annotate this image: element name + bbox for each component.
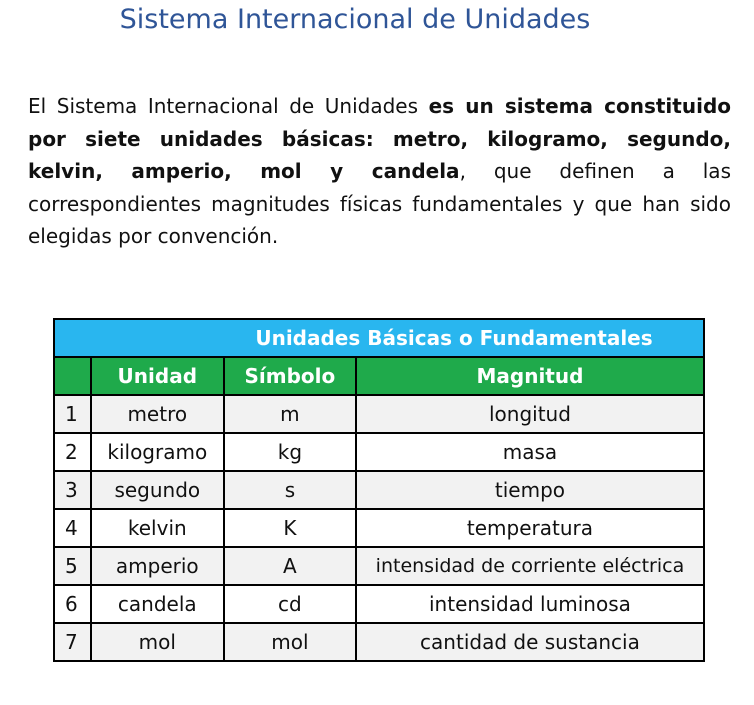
header-magnitude: Magnitud (356, 357, 704, 395)
row-number: 1 (54, 395, 91, 433)
row-symbol: A (224, 547, 356, 585)
row-unit: segundo (91, 471, 224, 509)
page-title: Sistema Internacional de Unidades (119, 4, 591, 35)
row-magnitude: intensidad de corriente eléctrica (356, 547, 704, 585)
table-caption-row (54, 319, 704, 357)
units-table (53, 318, 705, 662)
intro-text-start: El Sistema Internacional de Unidades (28, 94, 429, 118)
row-symbol: K (224, 509, 356, 547)
table-row (54, 623, 704, 661)
row-symbol: mol (224, 623, 356, 661)
table-row (54, 395, 704, 433)
row-number: 2 (54, 433, 91, 471)
table-caption: Unidades Básicas o Fundamentales (54, 319, 704, 357)
row-unit: mol (91, 623, 224, 661)
row-magnitude: tiempo (356, 471, 704, 509)
table-header-row (54, 357, 704, 395)
row-symbol: kg (224, 433, 356, 471)
row-number: 4 (54, 509, 91, 547)
row-number: 6 (54, 585, 91, 623)
row-magnitude: intensidad luminosa (356, 585, 704, 623)
header-number (54, 357, 91, 395)
intro-text-end: , que definen a las correspondientes magnitudes físicas fundamentales y que han sido elegidas por convención. (28, 159, 731, 248)
header-unit: Unidad (91, 357, 224, 395)
row-symbol: cd (224, 585, 356, 623)
row-number: 7 (54, 623, 91, 661)
row-unit: metro (91, 395, 224, 433)
intro-paragraph (28, 90, 731, 253)
table-row (54, 547, 704, 585)
header-symbol: Símbolo (224, 357, 356, 395)
row-number: 3 (54, 471, 91, 509)
row-magnitude: temperatura (356, 509, 704, 547)
row-symbol: m (224, 395, 356, 433)
table-row (54, 433, 704, 471)
row-magnitude: masa (356, 433, 704, 471)
intro-text-bold: es un sistema constituido por siete unidades básicas: metro, kilogramo, segundo, kelvin, amperio, mol y candela (28, 94, 731, 183)
table-row (54, 471, 704, 509)
row-number: 5 (54, 547, 91, 585)
table-row (54, 509, 704, 547)
row-magnitude: longitud (356, 395, 704, 433)
row-magnitude: cantidad de sustancia (356, 623, 704, 661)
row-unit: candela (91, 585, 224, 623)
row-symbol: s (224, 471, 356, 509)
table-row (54, 585, 704, 623)
row-unit: kelvin (91, 509, 224, 547)
row-unit: kilogramo (91, 433, 224, 471)
row-unit: amperio (91, 547, 224, 585)
